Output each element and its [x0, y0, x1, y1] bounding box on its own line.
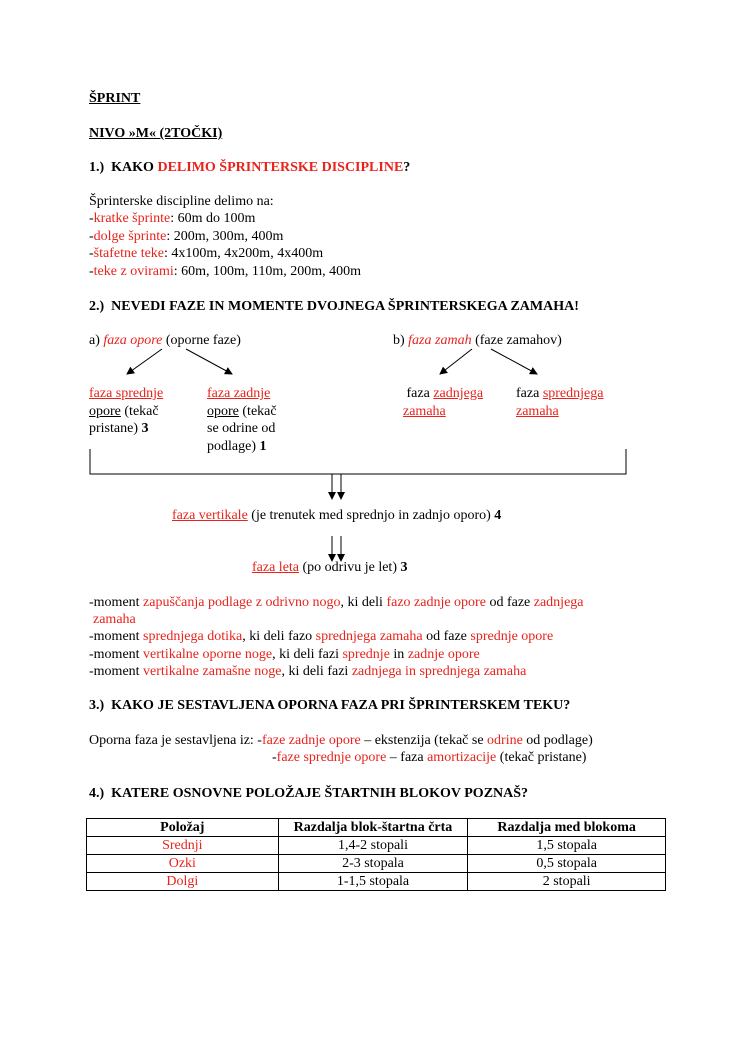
arrow-right-1	[186, 349, 232, 374]
page-title: ŠPRINT	[89, 91, 141, 106]
arrow-left-2	[440, 349, 472, 374]
table-header: Položaj	[87, 819, 279, 837]
table-header: Razdalja blok-štartna črta	[278, 819, 468, 837]
disciplines-intro: Šprinterske discipline delimo na:	[89, 194, 274, 209]
box-front-swing-line: zamaha	[516, 404, 559, 419]
box-back-swing-title: faza zadnjega	[406, 386, 484, 401]
arrow-right-2	[491, 349, 537, 374]
box-back-support-line: opore (tekač	[207, 404, 277, 419]
moment-item: -moment vertikalne oporne noge, ki deli fazi sprednje in zadnje opore	[89, 647, 480, 662]
phase-swing-label: b) faza zamah (faze zamahov)	[393, 333, 562, 348]
table-row	[87, 855, 666, 873]
table-cell: 1,4-2 stopali	[278, 837, 468, 855]
box-front-support-title: faza sprednje	[89, 386, 164, 401]
start-blocks-table	[86, 818, 666, 891]
table-cell: Dolgi	[87, 873, 279, 891]
discipline-item: -štafetne teke: 4x100m, 4x200m, 4x400m	[89, 246, 324, 261]
phase-support-label: a) faza opore (oporne faze)	[89, 333, 241, 348]
table-row	[87, 837, 666, 855]
discipline-item: -kratke šprinte: 60m do 100m	[89, 211, 256, 226]
table-header-row	[87, 819, 666, 837]
box-back-swing-line: zamaha	[403, 404, 446, 419]
table-cell: Srednji	[87, 837, 279, 855]
question-3: 3.) KAKO JE SESTAVLJENA OPORNA FAZA PRI ŠPRINTERSKEM TEKU?	[89, 698, 571, 713]
moment-item: -moment zapuščanja podlage z odrivno nogo, ki deli fazo zadnje opore od faze zadnjega	[89, 595, 584, 610]
table-cell: 0,5 stopala	[468, 855, 666, 873]
discipline-item: -dolge šprinte: 200m, 300m, 400m	[89, 229, 284, 244]
arrow-left-1	[127, 349, 162, 374]
moment-item: -moment vertikalne zamašne noge, ki deli fazi zadnjega in sprednjega zamaha	[89, 664, 527, 679]
box-back-support-line: podlage) 1	[207, 439, 267, 454]
box-front-swing-title: faza sprednjega	[516, 386, 604, 401]
support-phase-line: -faze sprednje opore – faza amortizacije (tekač pristane)	[272, 750, 587, 765]
discipline-item: -teke z ovirami: 60m, 100m, 110m, 200m, 400m	[89, 264, 362, 279]
table-cell: 2 stopali	[468, 873, 666, 891]
table-cell: 1,5 stopala	[468, 837, 666, 855]
phase-vertical: faza vertikale (je trenutek med sprednjo in zadnjo oporo) 4	[172, 508, 502, 523]
phase-flight: faza leta (po odrivu je let) 3	[252, 560, 408, 575]
bracket-line	[90, 449, 626, 474]
table-cell: 1-1,5 stopala	[278, 873, 468, 891]
box-back-support-line: se odrine od	[207, 421, 276, 436]
box-front-support-line: opore (tekač	[89, 404, 159, 419]
question-1: 1.) KAKO DELIMO ŠPRINTERSKE DISCIPLINE?	[89, 160, 411, 175]
box-front-support-line: pristane) 3	[89, 421, 149, 436]
question-4: 4.) KATERE OSNOVNE POLOŽAJE ŠTARTNIH BLOKOV POZNAŠ?	[89, 786, 529, 801]
support-phase-line: Oporna faza je sestavljena iz: -faze zadnje opore – ekstenzija (tekač se odrine od podlage)	[89, 733, 593, 748]
question-2: 2.) NEVEDI FAZE IN MOMENTE DVOJNEGA ŠPRINTERSKEGA ZAMAHA!	[89, 299, 579, 314]
box-back-support-title: faza zadnje	[207, 386, 271, 401]
table-header: Razdalja med blokoma	[468, 819, 666, 837]
moment-item: -moment sprednjega dotika, ki deli fazo sprednjega zamaha od faze sprednje opore	[89, 629, 554, 644]
level-heading: NIVO »M« (2TOČKI)	[89, 126, 223, 141]
table-row	[87, 873, 666, 891]
table-cell: 2-3 stopala	[278, 855, 468, 873]
table-cell: Ozki	[87, 855, 279, 873]
moment-item-cont: zamaha	[93, 612, 136, 627]
